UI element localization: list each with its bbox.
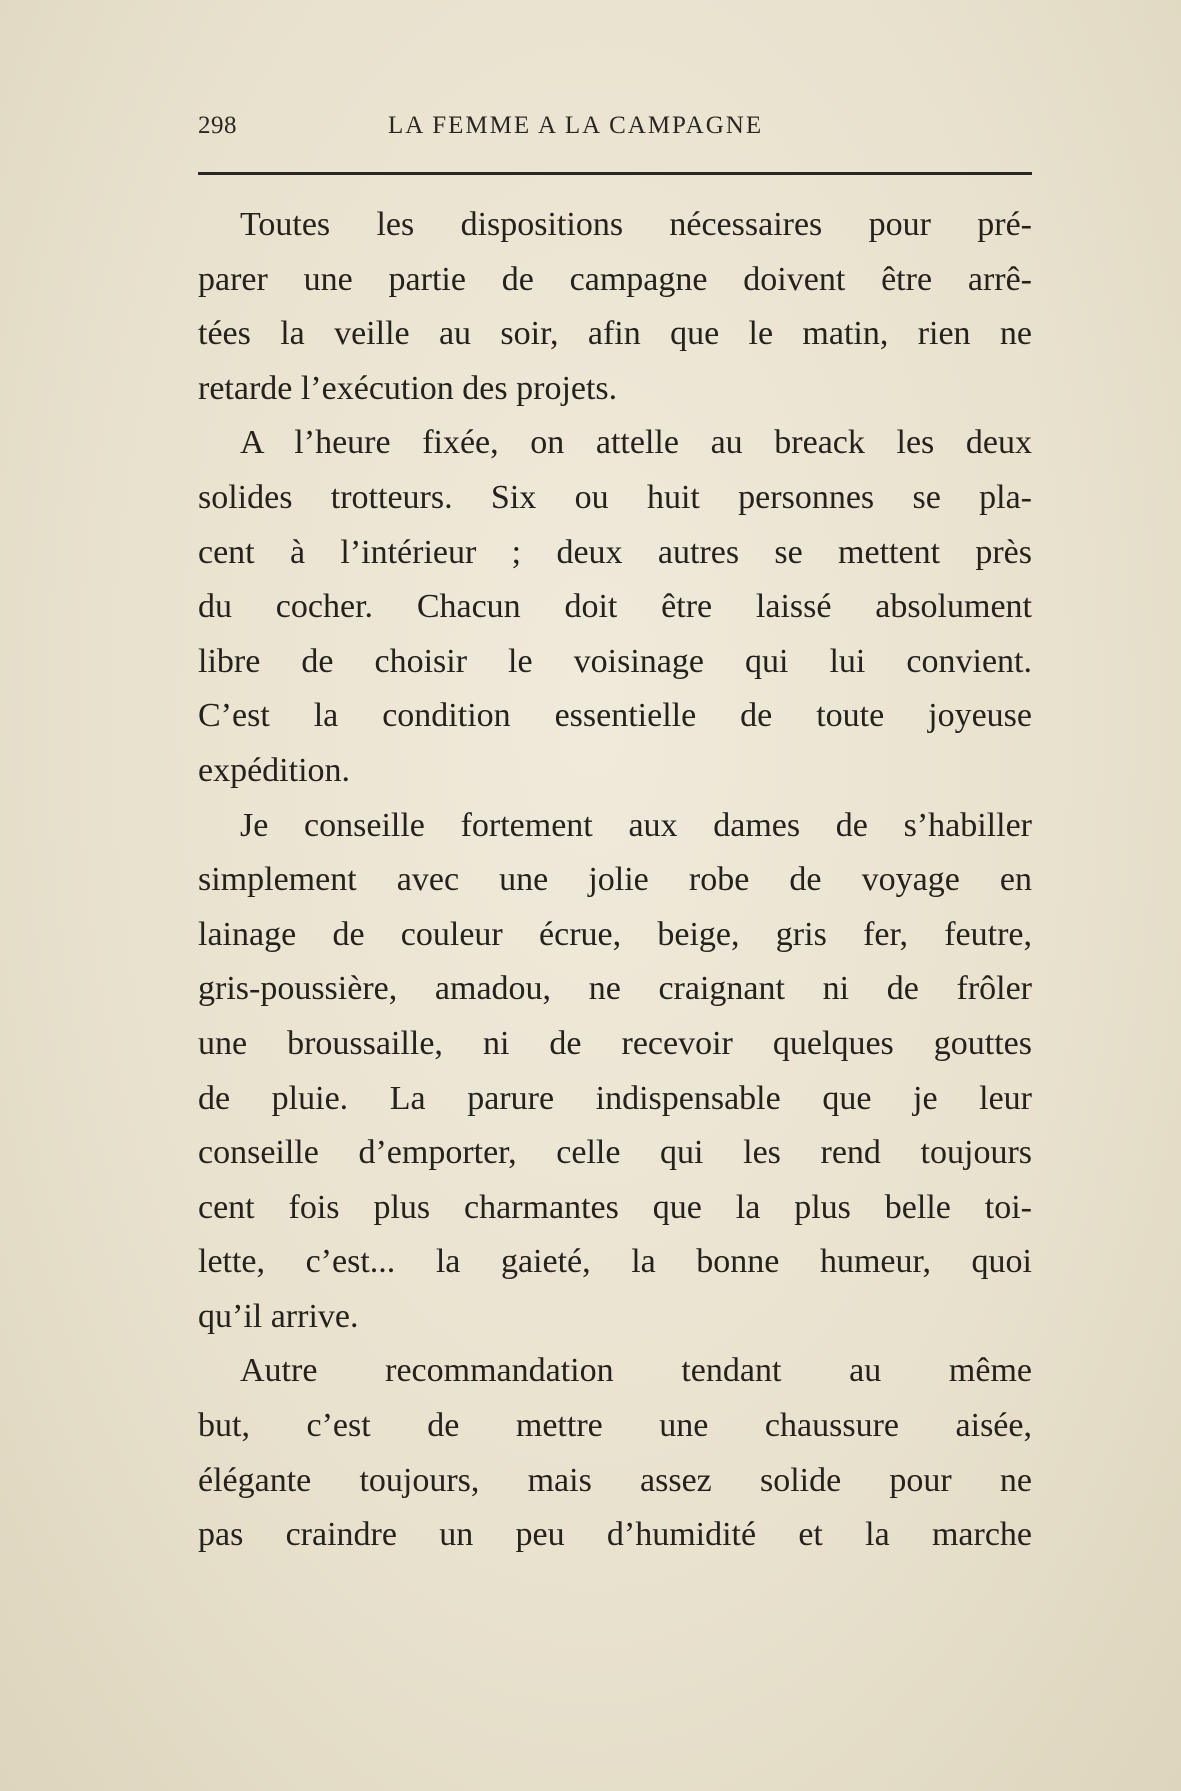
text-line: Autre recommandation tendant au même — [240, 1352, 1032, 1390]
text-line: but, c’est de mettre une chaussure aisée, — [198, 1407, 1032, 1445]
text-line: simplement avec une jolie robe de voyage en — [198, 861, 1032, 899]
header-rule — [198, 172, 1032, 175]
text-line: lette, c’est... la gaieté, la bonne humeur, quoi — [198, 1243, 1032, 1281]
text-line: parer une partie de campagne doivent être arrê- — [198, 260, 1032, 298]
body-text — [198, 198, 1032, 1563]
text-line: expédition. — [198, 751, 351, 789]
text-line: gris-poussière, amadou, ne craignant ni de frôler — [198, 970, 1032, 1008]
text-line: retarde l’exécution des projets. — [198, 369, 618, 407]
text-line: solides trotteurs. Six ou huit personnes se pla- — [198, 478, 1032, 516]
text-line: libre de choisir le voisinage qui lui convient. — [198, 642, 1032, 680]
text-line: cent fois plus charmantes que la plus belle toi- — [198, 1188, 1032, 1226]
text-line: une broussaille, ni de recevoir quelques gouttes — [198, 1024, 1032, 1062]
paragraph-4 — [198, 1344, 1032, 1562]
text-line: cent à l’intérieur ; deux autres se mettent près — [198, 533, 1032, 571]
paragraph-3 — [198, 799, 1032, 1345]
text-line: conseille d’emporter, celle qui les rend toujours — [198, 1134, 1032, 1172]
text-line: C’est la condition essentielle de toute joyeuse — [198, 697, 1032, 735]
text-line: Toutes les dispositions nécessaires pour pré- — [240, 206, 1032, 243]
text-line: du cocher. Chacun doit être laissé absolument — [198, 588, 1032, 626]
page-header — [198, 112, 1033, 152]
text-line: élégante toujours, mais assez solide pour ne — [198, 1461, 1032, 1499]
text-line: qu’il arrive. — [198, 1297, 359, 1335]
text-line: tées la veille au soir, afin que le matin, rien ne — [198, 315, 1032, 353]
text-line: lainage de couleur écrue, beige, gris fer, feutre, — [198, 915, 1032, 953]
text-line: pas craindre un peu d’humidité et la marche — [198, 1516, 1032, 1554]
text-line: de pluie. La parure indispensable que je leur — [198, 1079, 1032, 1117]
running-title: LA FEMME A LA CAMPAGNE — [388, 112, 764, 139]
page-number: 298 — [198, 112, 237, 139]
paragraph-2 — [198, 416, 1032, 798]
paragraph-1 — [198, 198, 1032, 416]
text-line: A l’heure fixée, on attelle au breack les deux — [240, 424, 1032, 462]
text-line: Je conseille fortement aux dames de s’habiller — [240, 806, 1032, 844]
